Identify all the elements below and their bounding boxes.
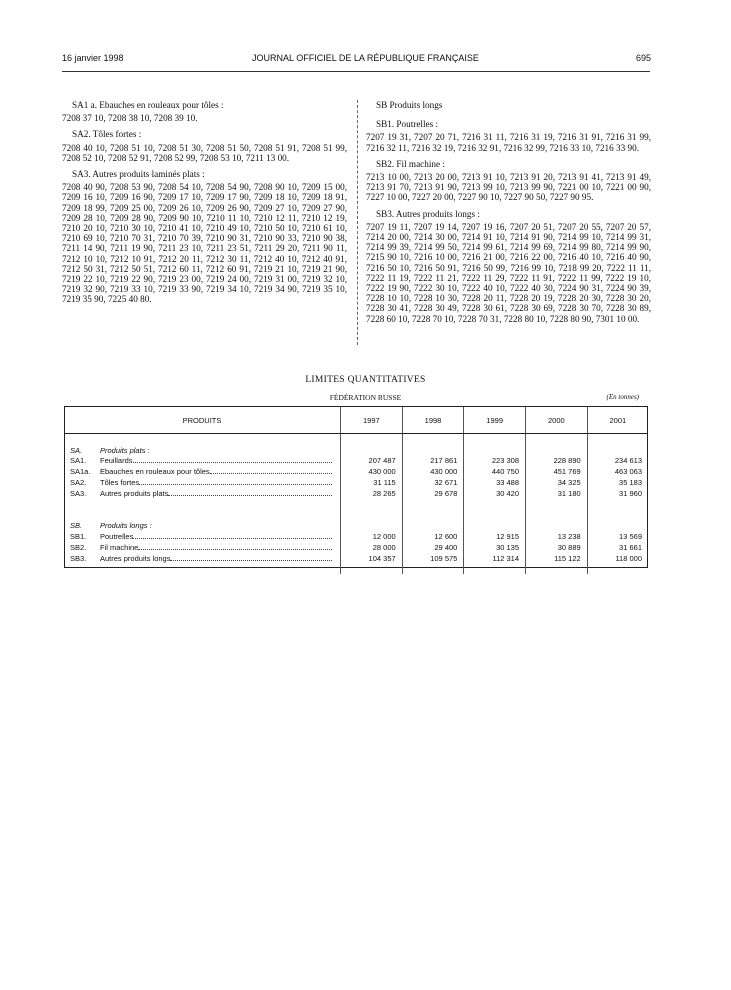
quota-value: 440 750 [464,466,526,477]
left-section-codes: 7208 40 10, 7208 51 10, 7208 51 30, 7208 51 50, 7208 51 91, 7208 51 99, 7208 52 10, 7208 52 91, 7208 52 99, 7208 53 10, 7211 13 00. [62,142,347,163]
quota-value: 30 889 [526,542,588,553]
leader-dots [133,538,332,539]
table-unit: (En tonnes) [606,393,639,401]
product-name: Feuillards [100,456,133,466]
quota-value: 13 238 [526,531,588,542]
table-header-row [64,407,648,434]
table-row [64,531,648,542]
table-row [64,542,648,553]
right-section-codes: 7213 10 00, 7213 20 00, 7213 91 10, 7213 91 20, 7213 91 41, 7213 91 49, 7213 91 70, 7213 91 90, 7213 99 10, 7213 99 90, 7221 00 10, 7221 00 90, 7227 10 00, 7227 20 00, 7227 90 10, 7227 90 50, 7227 90 95. [366,172,651,203]
right-section-heading: SB2. Fil machine : [376,158,445,169]
table-row [64,488,648,499]
left-section-heading: SA3. Autres produits laminés plats : [72,169,205,180]
quota-value: 31 960 [587,488,648,499]
group-code: SB. [70,521,83,531]
quota-value: 33 488 [464,477,526,488]
group-name: Produits plats : [100,445,150,455]
leader-dots [210,473,332,474]
right-section-heading: SB3. Autres produits longs : [376,208,480,219]
quota-value: 430 000 [341,466,403,477]
quota-value: 109 575 [402,553,464,564]
product-code: SA1. [70,456,87,466]
quota-value: 31 661 [587,542,648,553]
quota-value: 13 569 [587,531,648,542]
leader-dots [138,549,332,550]
table-subtitle: FÉDÉRATION RUSSE [329,393,402,402]
col-header-2001: 2001 [587,407,648,434]
page-number: 695 [635,53,651,63]
quota-value: 104 357 [341,553,403,564]
quota-value: 28 265 [341,488,403,499]
quota-value: 451 769 [526,466,588,477]
left-section-codes: 7208 37 10, 7208 38 10, 7208 39 10. [62,113,198,124]
left-section-heading: SA1 a. Ebauches en rouleaux pour tôles : [72,100,224,110]
quota-value: 30 135 [464,542,526,553]
quota-value: 217 861 [402,456,464,467]
quota-value: 234 613 [587,456,648,467]
quota-value: 112 314 [464,553,526,564]
header-title: JOURNAL OFFICIEL DE LA RÉPUBLIQUE FRANÇAISE [252,53,479,63]
product-code: SA1a. [70,467,91,477]
right-section-codes: 7207 19 11, 7207 19 14, 7207 19 16, 7207 20 51, 7207 20 55, 7207 20 57, 7214 20 00, 7214 30 00, 7214 91 10, 7214 91 90, 7214 99 10, 7214 99 31, 7214 99 39, 7214 99 50, 7214 99 61, 7214 99 69, 7214 99 80, 7214 99 90, 7215 90 10, 7216 10 00, 7216 21 00, 7216 22 00, 7216 40 10, 7216 40 90, 7216 50 10, 7216 50 91, 7216 50 99, 7216 99 10, 7218 99 20, 7222 11 11, 7222 11 19, 7222 11 21, 7222 11 29, 7222 11 91, 7222 11 99, 7222 19 10, 7222 19 90, 7222 30 10, 7222 40 10, 7222 40 30, 7224 90 31, 7224 90 39, 7228 10 10, 7228 10 30, 7228 20 11, 7228 20 19, 7228 20 30, 7228 30 20, 7228 30 41, 7228 30 49, 7228 30 61, 7228 30 69, 7228 30 70, 7228 30 89, 7228 60 10, 7228 70 10, 7228 70 31, 7228 80 10, 7228 80 90, 7301 10 00. [366,221,651,324]
right-section-heading: SB1. Poutrelles : [376,119,439,130]
quota-value: 12 000 [341,531,403,542]
col-header-1997: 1997 [341,407,403,434]
quota-value: 207 487 [341,456,403,467]
column-separator [357,100,358,345]
left-section-heading: SA2. Tôles fortes : [72,129,142,140]
quota-value: 32 671 [402,477,464,488]
leader-dots [139,484,332,485]
quota-value: 12 600 [402,531,464,542]
quota-value: 34 325 [526,477,588,488]
product-code: SA2. [70,478,87,488]
leader-dots [170,560,332,561]
limits-table [64,406,648,574]
col-header-produits: PRODUITS [64,407,341,434]
quota-value: 30 420 [464,488,526,499]
product-name: Fil machine [100,542,139,552]
product-name: Tôles fortes [100,478,140,488]
quota-value: 223 308 [464,456,526,467]
product-code: SA3. [70,488,87,498]
quota-value: 463 063 [587,466,648,477]
quota-value: 31 115 [341,477,403,488]
right-section-heading: SB Produits longs [376,100,443,110]
leader-dots [168,495,332,496]
right-column [366,100,651,330]
product-code: SB2. [70,542,87,552]
quota-value: 430 000 [402,466,464,477]
table-row [64,466,648,477]
product-code: SB3. [70,553,87,563]
quota-value: 228 890 [526,456,588,467]
quota-value: 115 122 [526,553,588,564]
quota-value: 31 180 [526,488,588,499]
product-name: Ebauches en rouleaux pour tôles [100,467,210,477]
table-row [64,456,648,467]
right-section-codes: 7207 19 31, 7207 20 71, 7216 31 11, 7216 31 19, 7216 31 91, 7216 31 99, 7216 32 11, 7216 32 19, 7216 32 91, 7216 32 99, 7216 33 10, 7216 33 90. [366,132,651,153]
col-header-2000: 2000 [526,407,588,434]
quota-value: 35 183 [587,477,648,488]
table-row [64,553,648,564]
header-date: 16 janvier 1998 [62,53,124,63]
quota-value: 118 000 [587,553,648,564]
leader-dots [133,462,332,463]
left-column [62,100,347,311]
col-header-1998: 1998 [402,407,464,434]
left-section-codes: 7208 40 90, 7208 53 90, 7208 54 10, 7208 54 90, 7208 90 10, 7209 15 00, 7209 16 10, 7209 16 90, 7209 17 10, 7209 17 90, 7209 18 10, 7209 18 91, 7209 18 99, 7209 25 00, 7209 26 10, 7209 26 90, 7209 27 10, 7209 27 90, 7209 28 10, 7209 28 90, 7209 90 10, 7210 11 10, 7210 12 11, 7210 12 19, 7210 20 10, 7210 30 10, 7210 41 10, 7210 49 10, 7210 50 10, 7210 61 10, 7210 69 10, 7210 70 31, 7210 70 39, 7210 90 31, 7210 90 33, 7210 90 38, 7211 14 90, 7211 19 90, 7211 23 10, 7211 23 51, 7211 29 20, 7211 90 11, 7212 10 10, 7212 10 91, 7212 20 11, 7212 30 11, 7212 40 10, 7212 40 91, 7212 50 31, 7212 50 51, 7212 60 11, 7212 60 91, 7219 21 10, 7219 21 90, 7219 22 10, 7219 22 90, 7219 23 00, 7219 24 00, 7219 31 00, 7219 32 10, 7219 32 90, 7219 33 10, 7219 33 90, 7219 34 10, 7219 34 90, 7219 35 10, 7219 35 90, 7225 40 80. [62,182,347,305]
quota-value: 12 915 [464,531,526,542]
quota-value: 29 400 [402,542,464,553]
product-name: Poutrelles [100,532,134,542]
product-name: Autres produits longs [100,553,171,563]
table-title: LIMITES QUANTITATIVES [305,375,426,385]
table-group-row [64,520,648,531]
header-rule [62,71,650,72]
quota-value: 29 678 [402,488,464,499]
table-group-row [64,445,648,456]
product-name: Autres produits plats [100,488,169,498]
col-header-1999: 1999 [464,407,526,434]
product-code: SB1. [70,532,87,542]
group-name: Produits longs : [100,521,152,531]
table-row [64,477,648,488]
quota-value: 28 000 [341,542,403,553]
group-code: SA. [70,445,83,455]
